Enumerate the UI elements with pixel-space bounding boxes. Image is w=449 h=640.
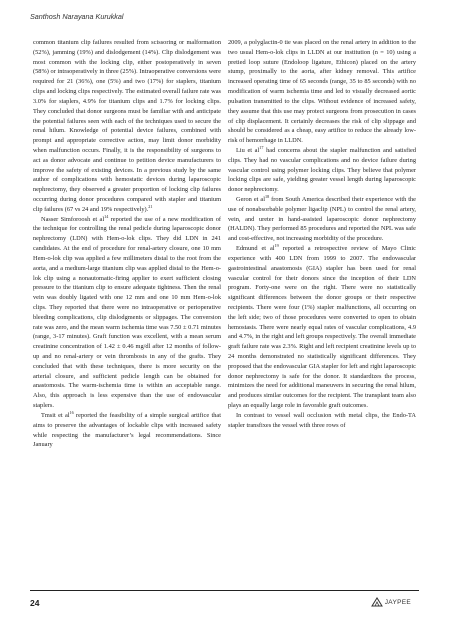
right-p2-author: Liu et al bbox=[236, 146, 260, 154]
right-paragraph-2 bbox=[228, 146, 416, 195]
left-p2-author: Nasser Simforoosh et al bbox=[41, 215, 105, 223]
running-header: Santhosh Narayana Kurukkal bbox=[30, 12, 124, 21]
page-number: 24 bbox=[30, 598, 40, 608]
right-p1-text: 2009, a polyglactin-0 tie was placed on the renal artery in addition to the two usual Hem-o-lok clips in LLDN at our institution (n = 10) using a pretied loop suture (Endoloop ligature, Ethicon) placed on the artery stump, proximally to the aorta, after kidney removal. This artifice increased operating time of 65 seconds (range, 35 to 85 seconds) with no modification of warm ischemia time and led to visually decreased aortic pulsation transmitted to the clips. Without evidence of increased safety, they assume that this use may protect surgeons from prosecution in cases of clip displacement. It certainly decreases the risk of clip slippage and should be considered as a cheap, easy artifice to reduce the already low-risk of hemorrhage in LLDN. bbox=[228, 39, 416, 145]
right-p3-author: Geron et al bbox=[236, 196, 265, 203]
jaypee-logo-icon bbox=[371, 597, 383, 607]
left-p3-author: Tmsit et al bbox=[41, 411, 70, 419]
left-column bbox=[33, 38, 221, 450]
right-p5-text: In contrast to vessel wall occlusion with metal clips, the Endo-TA stapler transfixes the vessel with three rows of bbox=[228, 411, 416, 429]
publisher-name: JAYPEE bbox=[384, 598, 411, 606]
right-p2-text: had concerns about the stapler malfunction and satisfied clips. They had no vascular complications and no device failure during vascular control using polymer locking clips. They believe that polymer locking clips are safe, yielding greater vessel length during laparoscopic donor nephrectomy. bbox=[228, 146, 417, 194]
citation-ref: 16 bbox=[69, 409, 74, 415]
right-paragraph-1 bbox=[228, 38, 416, 146]
left-p2-text: reported the use of a new modification of the technique for controlling the renal pedicle during laparoscopic donor nephrectomy (LDN) with Hem-o-lok clips. They did LDN in 241 candidates. At the end of procedure for renal-artery closure, one 10 mm Hem-o-lok clip was applied a few millimeters distal to the root from the aorta, and a medium-large titanium clip was applied distal to the Hem-o-lok clip using a nonautomatic-firing applier to exert sufficient closing pressure to the titanium clip to ensure adequate tightness. Then the renal vein was doubly ligated with one 12 mm and one 10 mm Hem-o-lok clips. They reported that there were no intraoperative or perioperative bleeding complications, clip dislodgments or slippages. The conversion rate was zero, and the mean warm ischemia time was 7.50 ± 0.71 minutes (range, 3-17 minutes). Graft function was excellent, with a mean serum creatinine concentration of 1.42 ± 0.46 mg/dl after 12 months of follow-up and no renal-artery or vein thrombosis in any of the grafts. They concluded that with these techniques, there is more security on the arterial closure, and sufficient pedicle length can be obtained for anastomosis. The warm-ischemia time is within an acceptable range. Also, this approach is less expensive than the use of endovascular staplers. bbox=[33, 215, 221, 410]
right-paragraph-3 bbox=[228, 195, 416, 244]
left-paragraph-2 bbox=[33, 215, 221, 411]
left-p3-text: reported the feasibility of a simple surgical artifice that aims to preserve the advantages of lockable clips with increased safety while respecting the manufacturer’s legal recommendations. Since January bbox=[33, 411, 221, 449]
citation-ref: 21 bbox=[148, 203, 153, 209]
citation-ref: 17 bbox=[259, 144, 264, 150]
right-p4-author: Edmund et al bbox=[236, 245, 275, 253]
right-column bbox=[228, 38, 416, 431]
left-paragraph-3 bbox=[33, 411, 221, 450]
right-p4-text: reported a retrospective review of Mayo Clinic experience with 400 LDN from 1999 to 2007. The endovascular gastrointestinal anastomosis (GIA) stapler has been used for renal vascular control for their donors since the inception of their LDN program. Forty-one were on the right. There were no statistically significant differences between the donor groups or their respective recipients. There were four (1%) stapler malfunctions, all occurring on the left side; two of those procedures were converted to open to obtain hemostasis. There were nearly equal rates of vascular complications, 4.9 and 4.7%, in the right and left groups respectively. The overall immediate graft failure rate was 2.3%. Right and left recipient creatinine levels up to 24 months demonstrated no statistically significant differences. They proposed that the endovascular GIA stapler for left and right laparoscopic donor nephrectomy is safe for the donor. It standardizes the process, minimizes the need for additional maneuvers in securing the renal hilum, and produces similar outcomes for the recipient. The transplant team also plays an equally large role in favorable graft outcomes. bbox=[228, 245, 416, 410]
left-paragraph-1 bbox=[33, 38, 221, 215]
citation-ref: 18 bbox=[264, 193, 270, 199]
footer-rule bbox=[30, 590, 419, 591]
right-paragraph-4 bbox=[228, 244, 416, 411]
citation-ref: 14 bbox=[104, 213, 109, 219]
citation-ref: 19 bbox=[274, 242, 279, 248]
left-p1-text: common titanium clip failures resulted from scissoring or malformation (52%), jamming (19%) and dislodgement (14%). Clip dislodgement was most common with the locking clip, either postoperatively in seven (58%) or intraoperatively in three (25%). Intraoperative conversions were required for 21 (36%), one (5%) and two (17%) for staplers, titanium clips and locking clips respectively. The estimated overall failure rate was 3.0% for staplers, 4.9% for titanium clips and 1.7% for locking clips. They concluded that donor surgeons must be familiar with and anticipate the potential failures seen with each of the techniques used to secure the renal hilum. Knowledge of potential device failures, combined with prompt and appropriate corrective action, may limit donor morbidity when malfunction occurs. Finally, it is the responsibility of surgeons to act as donor advocate and continue to petition device manufacturers to improve the safety of existing devices. In a previous study by the same author of complications with hemostatic devices during laparoscopic nephrectomy, they observed a greater proportion of locking clip failures occurring during donor procedures compared with stapler and titanium clip failures (67 vs 24 and 19% respectively). bbox=[33, 39, 221, 213]
right-paragraph-5 bbox=[228, 411, 416, 431]
right-p3-text: from South America described their experience with the use of nonabsorbable polymer ligaclip (NPL) to control the renal artery, vein, and ureter in hand-assisted laparoscopic donor nephrectomy (HALDN). They performed 85 procedures and reported the NPL was safe and cost-effective, not increasing morbidity of the procedure. bbox=[228, 196, 416, 243]
publisher-logo bbox=[371, 597, 411, 607]
